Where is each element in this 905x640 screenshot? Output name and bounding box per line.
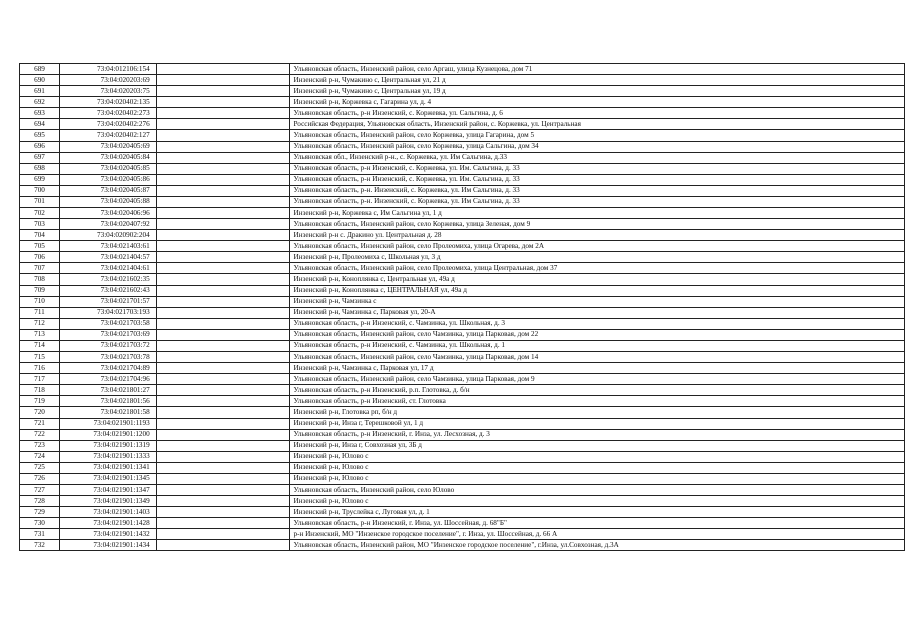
cadastral-table <box>19 63 905 551</box>
table-row <box>20 340 905 351</box>
table-row <box>20 296 905 307</box>
table-row <box>20 208 905 219</box>
cadastral-number: 73:04:012106:154 <box>60 64 157 75</box>
cadastral-number: 73:04:020405:69 <box>60 141 157 152</box>
address-cell: Российская Федерация, Ульяновская область, Инзенский район, с. Коржевка, ул. Центральная <box>290 119 905 130</box>
row-number: 718 <box>20 385 60 396</box>
address-cell: Ульяновская область, р-н Инзенский, р.п. Глотовка, д. б/н <box>290 385 905 396</box>
row-number: 717 <box>20 374 60 385</box>
address-cell: Инзенский р-н, Юлово с <box>290 462 905 473</box>
address-cell: Ульяновская область, Инзенский район, село Чамзинка, улица Парковая, дом 22 <box>290 329 905 340</box>
table-row <box>20 462 905 473</box>
address-cell: Ульяновская область, р-н Инзенский, с. Коржевка, ул. Им. Сальгина, д. 33 <box>290 174 905 185</box>
row-number: 703 <box>20 219 60 230</box>
empty-cell <box>156 108 290 119</box>
empty-cell <box>156 340 290 351</box>
table-row <box>20 529 905 540</box>
row-number: 721 <box>20 418 60 429</box>
row-number: 700 <box>20 185 60 196</box>
table-row <box>20 108 905 119</box>
address-cell: Ульяновская область, Инзенский район, село Аргаш, улица Кузнецова, дом 71 <box>290 64 905 75</box>
empty-cell <box>156 274 290 285</box>
row-number: 706 <box>20 252 60 263</box>
row-number: 709 <box>20 285 60 296</box>
table-row <box>20 241 905 252</box>
address-cell: Инзенский р-н, Чамзинка с, Парковая ул, 20-А <box>290 307 905 318</box>
cadastral-number: 73:04:021901:1403 <box>60 507 157 518</box>
table-row <box>20 484 905 495</box>
empty-cell <box>156 374 290 385</box>
empty-cell <box>156 219 290 230</box>
row-number: 726 <box>20 473 60 484</box>
cadastral-number: 73:04:021704:89 <box>60 363 157 374</box>
cadastral-number: 73:04:020402:276 <box>60 119 157 130</box>
document-table-container <box>19 63 905 551</box>
empty-cell <box>156 119 290 130</box>
empty-cell <box>156 296 290 307</box>
row-number: 708 <box>20 274 60 285</box>
empty-cell <box>156 185 290 196</box>
row-number: 724 <box>20 451 60 462</box>
cadastral-number: 73:04:020405:88 <box>60 196 157 207</box>
cadastral-number: 73:04:021703:193 <box>60 307 157 318</box>
cadastral-number: 73:04:020402:127 <box>60 130 157 141</box>
cadastral-number: 73:04:020203:75 <box>60 86 157 97</box>
empty-cell <box>156 86 290 97</box>
cadastral-number: 73:04:021901:1333 <box>60 451 157 462</box>
row-number: 715 <box>20 352 60 363</box>
row-number: 729 <box>20 507 60 518</box>
table-row <box>20 318 905 329</box>
empty-cell <box>156 529 290 540</box>
cadastral-number: 73:04:021703:72 <box>60 340 157 351</box>
table-row <box>20 263 905 274</box>
cadastral-number: 73:04:021901:1200 <box>60 429 157 440</box>
address-cell: Инзенский р-н, Юлово с <box>290 496 905 507</box>
cadastral-number: 73:04:021403:61 <box>60 241 157 252</box>
cadastral-number: 73:04:020405:85 <box>60 163 157 174</box>
address-cell: Инзенский р-н, Инза г, Терешковой ул, 1 д <box>290 418 905 429</box>
address-cell: Ульяновская область, р-н Инзенский, ст. Глотовка <box>290 396 905 407</box>
empty-cell <box>156 64 290 75</box>
table-row <box>20 130 905 141</box>
table-row <box>20 141 905 152</box>
table-row <box>20 396 905 407</box>
empty-cell <box>156 507 290 518</box>
cadastral-number: 73:04:021801:27 <box>60 385 157 396</box>
cadastral-number: 73:04:021901:1193 <box>60 418 157 429</box>
empty-cell <box>156 174 290 185</box>
cadastral-number: 73:04:021801:56 <box>60 396 157 407</box>
cadastral-number: 73:04:021701:57 <box>60 296 157 307</box>
table-row <box>20 230 905 241</box>
table-row <box>20 97 905 108</box>
row-number: 714 <box>20 340 60 351</box>
empty-cell <box>156 141 290 152</box>
row-number: 710 <box>20 296 60 307</box>
row-number: 730 <box>20 518 60 529</box>
empty-cell <box>156 208 290 219</box>
empty-cell <box>156 440 290 451</box>
address-cell: Инзенский р-н, Инза г, Совхозная ул, 3Б д <box>290 440 905 451</box>
cadastral-number: 73:04:021901:1345 <box>60 473 157 484</box>
address-cell: Инзенский р-н, Чумакино с, Центральная ул, 21 д <box>290 75 905 86</box>
address-cell: Инзенский р-н, Пролеомиха с, Школьная ул, 3 д <box>290 252 905 263</box>
address-cell: Ульяновская область, Инзенский район, МО "Инзенское городское поселение", г.Инза, ул.Совхозная, д.3А <box>290 540 905 551</box>
row-number: 711 <box>20 307 60 318</box>
cadastral-number: 73:04:021901:1432 <box>60 529 157 540</box>
empty-cell <box>156 241 290 252</box>
cadastral-number: 73:04:021602:43 <box>60 285 157 296</box>
empty-cell <box>156 429 290 440</box>
table-row <box>20 185 905 196</box>
address-cell: Инзенский р-н, Коноплянка с, Центральная ул, 49а д <box>290 274 905 285</box>
table-row <box>20 363 905 374</box>
table-body <box>20 64 905 551</box>
address-cell: Инзенский р-н, Юлово с <box>290 473 905 484</box>
empty-cell <box>156 285 290 296</box>
cadastral-number: 73:04:021901:1319 <box>60 440 157 451</box>
table-row <box>20 86 905 97</box>
address-cell: р-н Инзенский, МО "Инзенское городское поселение", г. Инза, ул. Шоссейная, д. 66 А <box>290 529 905 540</box>
table-row <box>20 285 905 296</box>
table-row <box>20 64 905 75</box>
table-row <box>20 307 905 318</box>
table-row <box>20 329 905 340</box>
empty-cell <box>156 329 290 340</box>
row-number: 695 <box>20 130 60 141</box>
cadastral-number: 73:04:020402:135 <box>60 97 157 108</box>
address-cell: Ульяновская область, р-н. Инзенский, с. Коржевка, ул. Им Сальгина, д. 33 <box>290 185 905 196</box>
cadastral-number: 73:04:021404:57 <box>60 252 157 263</box>
cadastral-number: 73:04:021801:58 <box>60 407 157 418</box>
address-cell: Инзенский р-н, Труслейка с, Луговая ул, д. 1 <box>290 507 905 518</box>
cadastral-number: 73:04:021703:78 <box>60 352 157 363</box>
empty-cell <box>156 318 290 329</box>
row-number: 702 <box>20 208 60 219</box>
row-number: 728 <box>20 496 60 507</box>
table-row <box>20 429 905 440</box>
cadastral-number: 73:04:021602:35 <box>60 274 157 285</box>
empty-cell <box>156 407 290 418</box>
row-number: 722 <box>20 429 60 440</box>
row-number: 705 <box>20 241 60 252</box>
row-number: 693 <box>20 108 60 119</box>
empty-cell <box>156 75 290 86</box>
empty-cell <box>156 307 290 318</box>
address-cell: Инзенский р-н, Чамзинка с, Парковая ул, 17 д <box>290 363 905 374</box>
row-number: 712 <box>20 318 60 329</box>
table-row <box>20 75 905 86</box>
address-cell: Ульяновская область, р-н Инзенский, с. Коржевка, ул. Сальгина, д. 6 <box>290 108 905 119</box>
address-cell: Ульяновская область, р-н Инзенский, г. Инза, ул. Лесхозная, д. 3 <box>290 429 905 440</box>
table-row <box>20 174 905 185</box>
cadastral-number: 73:04:021901:1341 <box>60 462 157 473</box>
address-cell: Инзенский р-н, Коноплянка с, ЦЕНТРАЛЬНАЯ ул, 49а д <box>290 285 905 296</box>
empty-cell <box>156 462 290 473</box>
row-number: 727 <box>20 484 60 495</box>
table-row <box>20 540 905 551</box>
address-cell: Инзенский р-н, Чамзинка с <box>290 296 905 307</box>
cadastral-number: 73:04:021703:69 <box>60 329 157 340</box>
row-number: 720 <box>20 407 60 418</box>
row-number: 694 <box>20 119 60 130</box>
row-number: 701 <box>20 196 60 207</box>
address-cell: Инзенский р-н, Чумакино с, Центральная ул, 19 д <box>290 86 905 97</box>
address-cell: Ульяновская область, Инзенский район, село Чамзинка, улица Парковая, дом 14 <box>290 352 905 363</box>
address-cell: Ульяновская область, Инзенский район, село Коржевка, улица Сальгина, дом 34 <box>290 141 905 152</box>
address-cell: Ульяновская область, Инзенский район, село Чамзинка, улица Парковая, дом 9 <box>290 374 905 385</box>
empty-cell <box>156 473 290 484</box>
table-row <box>20 196 905 207</box>
row-number: 698 <box>20 163 60 174</box>
address-cell: Инзенский р-н, Коржевка с, Им Сальгина ул, 1 д <box>290 208 905 219</box>
cadastral-number: 73:04:021704:96 <box>60 374 157 385</box>
table-row <box>20 374 905 385</box>
address-cell: Ульяновская область, Инзенский район, село Коржевка, улица Зеленая, дом 9 <box>290 219 905 230</box>
empty-cell <box>156 196 290 207</box>
table-row <box>20 385 905 396</box>
empty-cell <box>156 252 290 263</box>
cadastral-number: 73:04:020405:84 <box>60 152 157 163</box>
table-row <box>20 352 905 363</box>
row-number: 719 <box>20 396 60 407</box>
empty-cell <box>156 230 290 241</box>
cadastral-number: 73:04:020405:86 <box>60 174 157 185</box>
empty-cell <box>156 484 290 495</box>
empty-cell <box>156 97 290 108</box>
row-number: 716 <box>20 363 60 374</box>
empty-cell <box>156 152 290 163</box>
empty-cell <box>156 396 290 407</box>
cadastral-number: 73:04:021901:1347 <box>60 484 157 495</box>
empty-cell <box>156 385 290 396</box>
empty-cell <box>156 418 290 429</box>
row-number: 689 <box>20 64 60 75</box>
table-row <box>20 440 905 451</box>
table-row <box>20 507 905 518</box>
table-row <box>20 496 905 507</box>
table-row <box>20 152 905 163</box>
empty-cell <box>156 451 290 462</box>
table-row <box>20 274 905 285</box>
table-row <box>20 407 905 418</box>
cadastral-number: 73:04:020405:87 <box>60 185 157 196</box>
address-cell: Инзенский р-н, Глотовка рп, б/н д <box>290 407 905 418</box>
address-cell: Инзенский р-н, Коржевка с, Гагарина ул, д. 4 <box>290 97 905 108</box>
empty-cell <box>156 518 290 529</box>
table-row <box>20 252 905 263</box>
address-cell: Ульяновская обл., Инзенский р-н., с. Коржевка, ул. Им Сальгина, д.33 <box>290 152 905 163</box>
cadastral-number: 73:04:021901:1349 <box>60 496 157 507</box>
empty-cell <box>156 352 290 363</box>
table-row <box>20 119 905 130</box>
table-row <box>20 473 905 484</box>
row-number: 697 <box>20 152 60 163</box>
row-number: 696 <box>20 141 60 152</box>
address-cell: Ульяновская область, Инзенский район, село Юлово <box>290 484 905 495</box>
table-row <box>20 418 905 429</box>
cadastral-number: 73:04:020406:96 <box>60 208 157 219</box>
address-cell: Ульяновская область, Инзенский район, село Пролеомиха, улица Огарева, дом 2А <box>290 241 905 252</box>
cadastral-number: 73:04:021901:1428 <box>60 518 157 529</box>
cadastral-number: 73:04:020407:92 <box>60 219 157 230</box>
address-cell: Ульяновская область, Инзенский район, село Пролеомиха, улица Центральная, дом 37 <box>290 263 905 274</box>
row-number: 692 <box>20 97 60 108</box>
row-number: 731 <box>20 529 60 540</box>
cadastral-number: 73:04:021901:1434 <box>60 540 157 551</box>
address-cell: Ульяновская область, р-н Инзенский, с. Коржевка, ул. Им. Сальгина, д. 33 <box>290 163 905 174</box>
cadastral-number: 73:04:020402:273 <box>60 108 157 119</box>
address-cell: Ульяновская область, р-н Инзенский, с. Чамзинка, ул. Школьная, д. 1 <box>290 340 905 351</box>
row-number: 732 <box>20 540 60 551</box>
row-number: 699 <box>20 174 60 185</box>
cadastral-number: 73:04:020902:204 <box>60 230 157 241</box>
table-row <box>20 163 905 174</box>
address-cell: Ульяновская область, р-н Инзенский, г. Инза, ул. Шоссейная, д. 68"Б" <box>290 518 905 529</box>
row-number: 723 <box>20 440 60 451</box>
table-row <box>20 451 905 462</box>
empty-cell <box>156 363 290 374</box>
empty-cell <box>156 163 290 174</box>
cadastral-number: 73:04:020203:69 <box>60 75 157 86</box>
address-cell: Ульяновская область, р-н. Инзенский, с. Коржевка, ул. Им Сальгина, д. 33 <box>290 196 905 207</box>
row-number: 713 <box>20 329 60 340</box>
table-row <box>20 518 905 529</box>
row-number: 725 <box>20 462 60 473</box>
cadastral-number: 73:04:021404:61 <box>60 263 157 274</box>
address-cell: Инзенский р-н, Юлово с <box>290 451 905 462</box>
address-cell: Ульяновская область, р-н Инзенский, с. Чамзинка, ул. Школьная, д. 3 <box>290 318 905 329</box>
empty-cell <box>156 263 290 274</box>
cadastral-number: 73:04:021703:58 <box>60 318 157 329</box>
address-cell: Ульяновская область, Инзенский район, село Коржевка, улица Гагарина, дом 5 <box>290 130 905 141</box>
row-number: 690 <box>20 75 60 86</box>
address-cell: Инзенский р-н с. Дракино ул. Центральная д. 28 <box>290 230 905 241</box>
empty-cell <box>156 540 290 551</box>
row-number: 704 <box>20 230 60 241</box>
empty-cell <box>156 496 290 507</box>
row-number: 707 <box>20 263 60 274</box>
row-number: 691 <box>20 86 60 97</box>
empty-cell <box>156 130 290 141</box>
table-row <box>20 219 905 230</box>
